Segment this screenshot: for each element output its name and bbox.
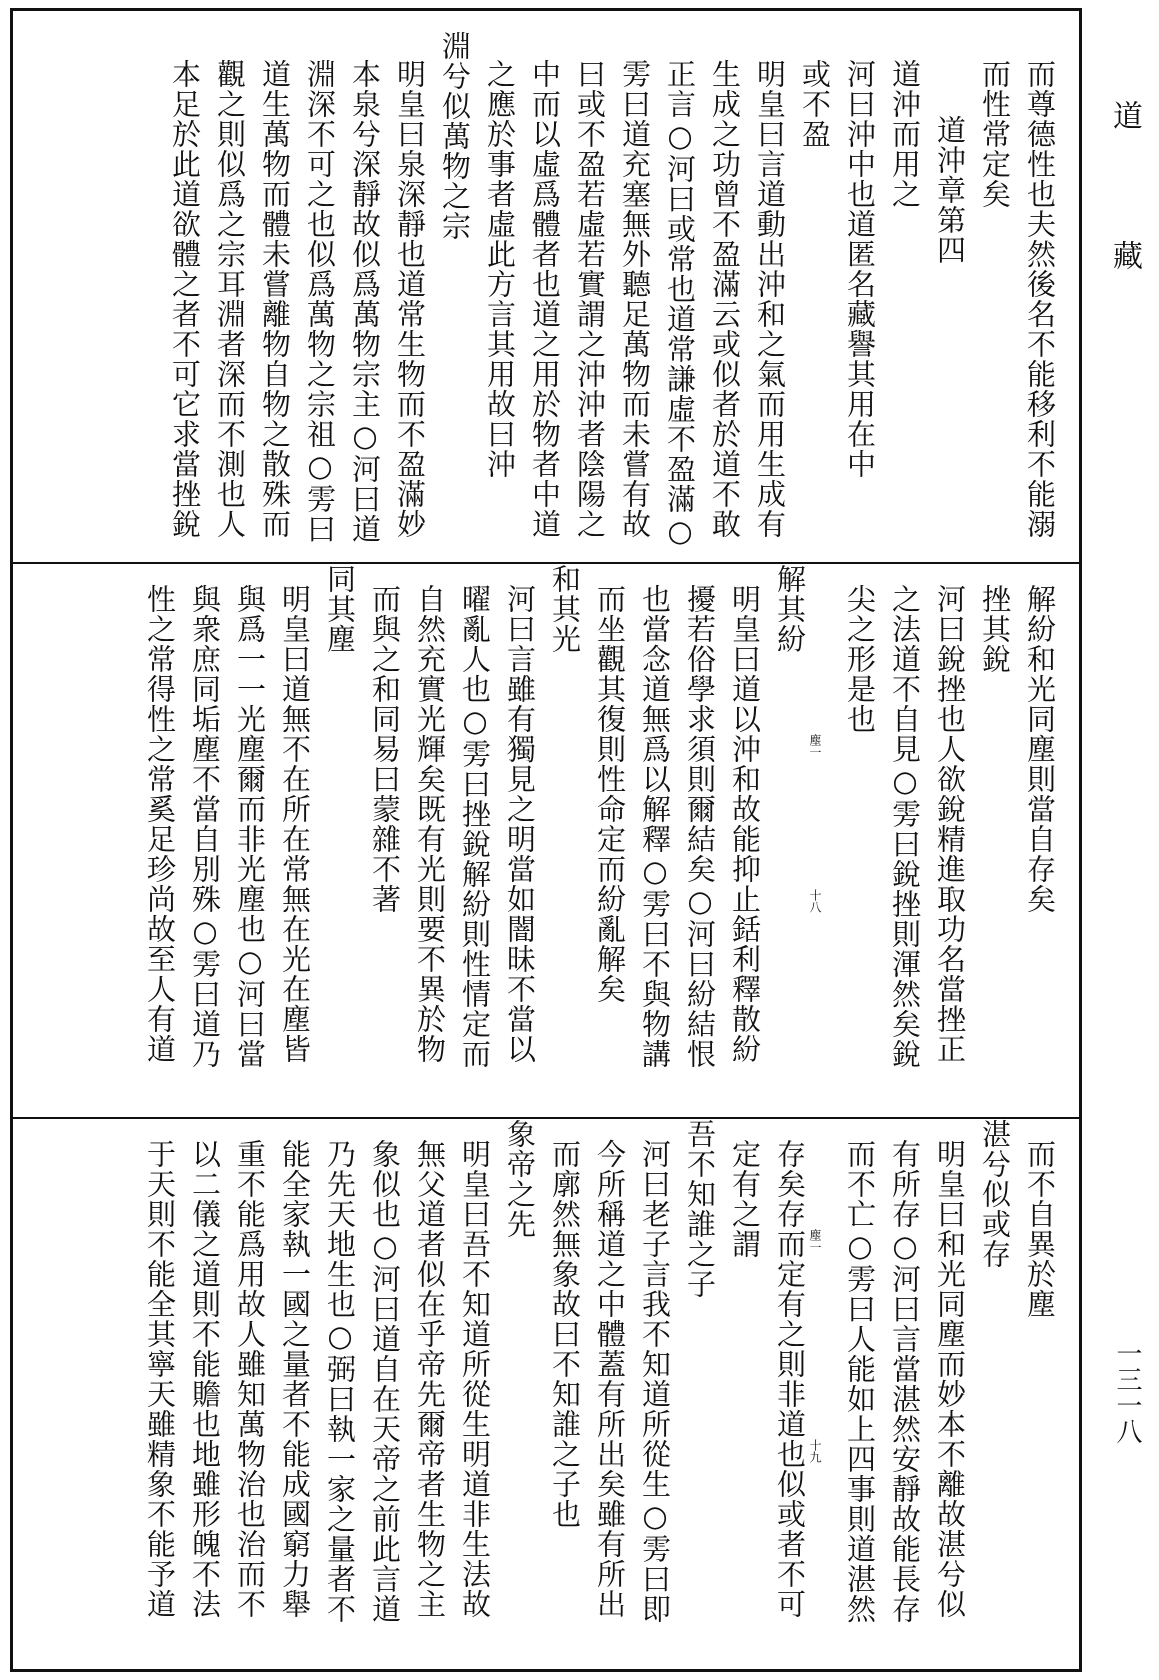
text-column: 也當念道無爲以解釋○雱曰不與物講 <box>638 584 672 1069</box>
text-column: 河曰銳挫也人欲銳精進取功名當挫正 <box>933 584 967 1064</box>
text-column: 解其紛 <box>773 564 807 654</box>
text-column: 道沖而用之 <box>888 59 922 209</box>
text-column: 解紛和光同塵則當自存矣 <box>1023 584 1057 914</box>
text-column: 湛兮似或存 <box>978 1119 1012 1269</box>
text-column: 和其光 <box>548 564 582 654</box>
text-column: 同其塵 <box>323 564 357 654</box>
text-column: 而廓然無象故曰不知誰之子也 <box>548 1139 582 1529</box>
text-column: 挫其銳 <box>978 584 1012 674</box>
text-column: 而尊德性也夫然後名不能移利不能溺 <box>1023 59 1057 539</box>
text-column: 以二儀之道則不能贍也地雖形魄不法 <box>188 1139 222 1619</box>
text-column: 正言○河曰或常也道常謙虛不盈滿○ <box>663 59 697 549</box>
text-panel-bottom <box>13 1117 1079 1669</box>
text-column: 明皇曰泉深靜也道常生物而不盈滿妙 <box>393 59 427 539</box>
text-column: 淵深不可之也似爲萬物之宗祖○雱曰 <box>303 59 337 544</box>
text-column: 而坐觀其復則性命定而紛亂解矣 <box>593 584 627 1004</box>
text-column: 而不自異於塵 <box>1023 1139 1057 1319</box>
text-column: 象似也○河曰道自在天帝之前此言道 <box>368 1139 402 1624</box>
text-column: 明皇曰言道動出沖和之氣而用生成有 <box>753 59 787 539</box>
text-column: 今所稱道之中體蓋有所出矣雖有所出 <box>593 1139 627 1619</box>
text-column: 本足於此道欲體之者不可它求當挫銳 <box>168 59 202 539</box>
text-column: 之應於事者虛此方言其用故曰沖 <box>483 59 517 479</box>
text-column: 與衆庶同垢塵不當自別殊○雱曰道乃 <box>188 584 222 1069</box>
text-column: 于天則不能全其寧天雖精象不能予道 <box>143 1139 177 1619</box>
text-column: 自然充實光輝矣既有光則要不異於物 <box>413 584 447 1064</box>
text-column: 生成之功曾不盈滿云或似者於道不敢 <box>708 59 742 539</box>
text-column: 之法道不自見○雱曰銳挫則渾然矣銳 <box>888 584 922 1069</box>
text-column: 有所存○河曰言當湛然安靜故能長存 <box>888 1139 922 1624</box>
text-column: 明皇曰吾不知道所從生明道非生法故 <box>458 1139 492 1619</box>
folio-mark: 十八 <box>808 889 822 913</box>
text-column: 能全家執一國之量者不能成國窮力舉 <box>278 1139 312 1619</box>
text-column: 而與之和同易曰蒙雜不著 <box>368 584 402 914</box>
text-column: 中而以虛爲體者也道之用於物者中道 <box>528 59 562 539</box>
margin-title-top: 道 <box>1107 100 1142 130</box>
text-column: 存矣存而定有之則非道也似或者不可 <box>773 1139 807 1619</box>
text-column: 重不能爲用故人雖知萬物治也治而不 <box>233 1139 267 1619</box>
text-column: 無父道者似在乎帝先爾帝者生物之主 <box>413 1139 447 1619</box>
text-column: 或不盈 <box>798 59 832 149</box>
text-panel-top <box>13 11 1079 562</box>
text-column: 本泉兮深靜故似爲萬物宗主○河曰道 <box>348 59 382 544</box>
text-column: 明皇曰道無不在所在常無在光在塵皆 <box>278 584 312 1064</box>
text-column: 觀之則似爲之宗耳淵者深而不測也人 <box>213 59 247 539</box>
volume-mark: 塵一 <box>808 1229 822 1253</box>
folio-mark: 十九 <box>808 1439 822 1463</box>
text-column: 擾若俗學求須則爾結矣○河曰紛結恨 <box>683 584 717 1069</box>
text-column: 定有之謂 <box>728 1139 762 1259</box>
text-column: 明皇曰道以沖和故能抑止銛利釋散紛 <box>728 584 762 1064</box>
text-column: 曜亂人也○雱曰挫銳解紛則性情定而 <box>458 584 492 1069</box>
text-column: 尖之形是也 <box>843 584 877 734</box>
text-column: 淵兮似萬物之宗 <box>438 31 472 241</box>
text-column: 河曰老子言我不知道所從生○雱曰即 <box>638 1139 672 1624</box>
text-column: 道生萬物而體未嘗離物自物之散殊而 <box>258 59 292 539</box>
page-number: 一三一八 <box>1112 1340 1142 1444</box>
volume-mark: 塵一 <box>808 734 822 758</box>
page-frame <box>10 8 1082 1672</box>
text-column: 象帝之先 <box>503 1119 537 1239</box>
text-column: 明皇曰和光同塵而妙本不離故湛兮似 <box>933 1139 967 1619</box>
margin-title-bottom: 藏 <box>1107 240 1142 270</box>
text-column: 河曰沖中也道匿名藏譽其用在中 <box>843 59 877 479</box>
text-column: 與爲一一光塵爾而非光塵也○河曰當 <box>233 584 267 1069</box>
text-column: 吾不知誰之子 <box>683 1119 717 1299</box>
text-column: 曰或不盈若虛若實謂之沖沖者陰陽之 <box>573 59 607 539</box>
text-column: 乃先天地生也○弼曰執一家之量者不 <box>323 1139 357 1624</box>
text-panel-middle <box>13 562 1079 1117</box>
text-column: 而不亡○雱曰人能如上四事則道湛然 <box>843 1139 877 1624</box>
text-column: 而性常定矣 <box>978 59 1012 209</box>
text-column: 河曰言雖有獨見之明當如闇昧不當以 <box>503 584 537 1064</box>
chapter-heading: 道沖章第四 <box>933 115 967 265</box>
text-column: 雱曰道充塞無外聽足萬物而未嘗有故 <box>618 59 652 539</box>
text-column: 性之常得性之常奚足珍尚故至人有道 <box>143 584 177 1064</box>
